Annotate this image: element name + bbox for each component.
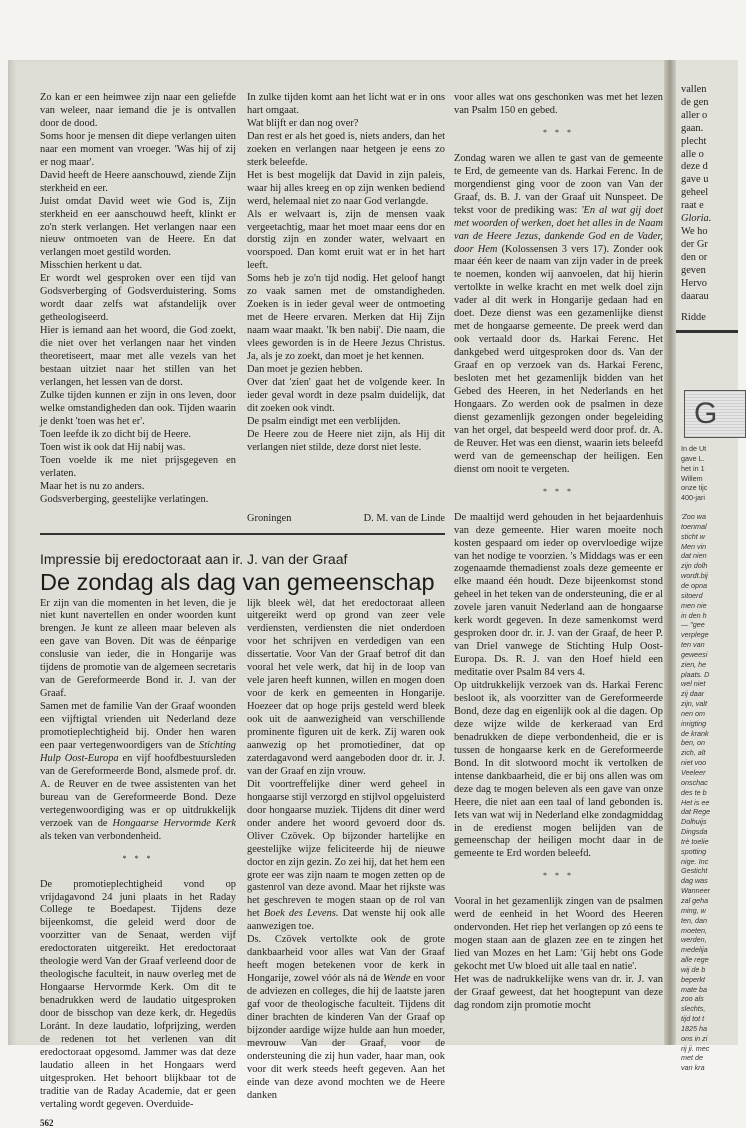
text-run: Dan rest er als het goed is, niets anders, dan het zoeken en verlangen naar hetgeen je eens zo sterk beleefde. [247,130,445,168]
paragraph [40,273,236,325]
paragraph [247,598,445,779]
article-column-3 [454,92,663,1013]
text-run: lijk bleek wèl, dat het eredoctoraat alleen uitgereikt werd op grond van zeer vele verdiensten, verdiensten die niet onderdoen voor het schrijven en verdedigen van een dissertatie. Voor Van der Graaf betrof dit dan vooral het vele werk, dat hij in de loop van vele jaren heeft kunnen, willen en mogen doen voor de kerk en gemeenten in Hongarije. Hoezeer dat op hoge prijs gesteld werd bleek ook uit de aanwezigheid van verschillende prominente figuren uit de kerk. Zij waren ook aanwezig op het promotiediner, dat op zaterdagavond werd aangeboden door dr. ir. J. van der Graaf en zijn vrouw. [247,597,445,777]
quote-line: nen om [681,708,705,718]
paragraph [247,416,445,429]
quote-line: de krank [681,728,709,738]
paragraph [40,494,236,507]
text-run: Op uitdrukkelijk verzoek van ds. Harkai Ferenc besloot ik, als voorzitter van de Gereformeerde Bond, deze dag en eigenlijk ook al die dagen. Op deze wijze wilde de kerkeraad van Erd benadrukken de diepe verbondenheid, die er is tussen de hongaarse kerk en de Gereformeerde Bond. In dit slotwoord mocht ik vertolken de intense dankbaarheid, die er bij ons allen was om deze dag te mogen beleven als een gave van onze Heere, die niet aan een taal of land gebonden is. Iets van wat wij in Nederland elke zondagmiddag in de eredienst mogen belijden van de gemeenschap der heiligen mocht daar in de gemeente te Erd worden beleefd. [454,680,663,860]
quote-line: spotting [681,846,707,856]
text-run: Dat wenste hij ook alle aanwezigen toe. [247,908,445,933]
paragraph [454,92,663,118]
quote-line: Gesticht [681,866,708,876]
quote-line: van kra [681,1063,705,1073]
text-line: geheel [681,187,709,199]
quote-line: sitoerd [681,590,703,600]
quote-line: ons in zi [681,1033,708,1043]
next-page-rule [676,330,738,333]
paragraph [40,701,236,843]
quote-line: met de [681,1053,703,1063]
text-line: het in 1 [681,463,705,473]
quote-line: beperkt [681,974,705,984]
quote-line: wij de b [681,964,706,974]
quote-line: verplege [681,630,709,640]
text-run: Toen leefde ik zo dicht bij de Heere. [40,428,192,440]
quote-line: tijd tot t [681,1014,705,1024]
text-line: gaan. [681,122,704,134]
article-kicker: Impressie bij eredoctoraat aan ir. J. van der Graaf [40,550,348,567]
quote-line: — "gee [681,620,705,630]
paragraph [454,896,663,974]
paragraph [40,429,236,442]
page-number: 562 [40,1117,54,1128]
text-run: De maaltijd werd gehouden in het bejaardenhuis van deze gemeente. Hier waren moeite noch kosten gespaard om ieder op overvloedige wijze van het nodige te voorzien. 's Middags was er een zogenaamde themadienst zoals deze gemeente er elke maand één houdt. Deze bijeenkomst stond geheel in het teken van de ondersteuning, die er al zovele jaren vanuit Nederland aan de hongaarse kerk wordt gegeven. In deze samenkomst werd gesproken door dr. ir. J. van der Graaf, de heer P. van Driel vanwege de Stichting Hulp Oost-Europa. Ds. R. J. van den Hoef hield een meditatie over Psalm 84 vers 4. [454,511,663,679]
quote-line: medelija [681,945,708,955]
text-line: In de Ut [681,444,707,453]
text-run: Wat blijft er dan nog over? [247,117,359,129]
text-line: geven [681,264,706,276]
text-run: De psalm eindigt met een verblijden. [247,415,401,427]
paragraph [247,377,445,416]
text-run: Het is best mogelijk dat David in zijn paleis, waar hij alles kreeg en op zijn wenken bediend werd, helemaal niet zo naar God verlangde. [247,169,445,207]
quote-line: zij daar [681,689,705,699]
quote-line: rij ji. mec [681,1043,710,1053]
text-run: Godsverberging, geestelijke verlatingen. [40,493,209,505]
italic-text-run: Stichting Hulp Oost-Europa [40,739,236,764]
quote-line: niet voo [681,758,707,768]
text-line: Willem [681,473,703,483]
text-run: Er zijn van die momenten in het leven, die je niet kunt navertellen en onder woorden kunt brengen. Je kunt ze alleen maar beleven als een gave van Boven. Dit was de éénparige conslusie van ieder, die in Hongarije was tijdens de promotie van de algemeen secretaris van de Gereformeerde Bond ir. J. van der Graaf. [40,597,236,700]
paragraph [454,153,663,477]
text-run: Het was de nadrukkelijke wens van dr. ir. J. van der Graaf geweest, dat het hoogtepunt van deze dag rondom zijn promotie mocht [454,974,663,1011]
next-page-graphic-box [684,390,746,438]
text-line: aller o [681,109,708,121]
quote-line: sticht w [681,531,705,541]
quote-line: nige. Inc [681,856,709,866]
quote-line: Dingsda [681,827,708,837]
quote-line: alle rege [681,955,709,965]
text-run: Maar het is nu zo anders. [40,480,145,492]
paragraph [247,209,445,274]
paragraph [247,118,445,131]
paragraph [454,680,663,861]
meditation-column-2 [247,92,445,455]
quote-line: trè toelie [681,836,709,846]
paragraph [40,390,236,429]
text-run: Toen wist ik ook dat Hij nabij was. [40,441,186,453]
quote-line: ten van [681,640,705,650]
text-run: als teken van verbondenheid. [40,830,162,842]
paragraph [247,779,445,934]
quote-line: zich, alt [681,748,706,758]
text-run: voor alles wat ons geschonken was met het lezen van Psalm 150 en gebed. [454,92,663,116]
left-columns-area [40,92,445,1128]
text-run: Zo kan er een heimwee zijn naar een geliefde van weleer, naar iemand die je is ontvallen door de dood. [40,92,236,129]
text-run: Vooral in het gezamenlijk zingen van de psalmen werd de eenheid in het Woord des Heeren ondervonden. Het riep het verlangen op zó eens te mogen staan aan de glazen zee en te zingen het lied van Mozes en het Lam: 'Gij hebt ons Gode gekocht met Uw bloed uit alle taal en natie'. [454,896,663,973]
text-line: der Gr [681,238,708,250]
paragraph [247,92,445,118]
quote-line: Dolhuijs [681,817,707,827]
quote-line: dat Rege [681,807,711,817]
quote-line: de opna [681,580,707,590]
quote-line: zijn, valt [681,699,707,709]
text-line: Hervo [681,277,707,289]
text-run: De promotieplechtigheid vond op vrijdagavond 24 juni plaats in het Raday College te Boedapest. Tijdens deze bijeenkomst, die geleid werd door de voorzitter van de Senaat, werden vijf eredoctoraten uitgereikt. Het eredoctoraat theologie werd Van der Graaf verleend door de theologische faculteit, in nauw overleg met de Hongaarse Hervormde Kerk. Om dit te benadrukken werd de laudatio uitgesproken door de bisschop van deze kerk, dr. Hegedüs Loránt. In deze laudatio, lofprijzing, werden de redenen tot het verlenen van dit eredoctoraat opgesomd. Jammer was dat deze laudatio alleen in het Hongaars werd uitgesproken. Het behoort blijkbaar tot de traditie van de Raday Academie, dat er geen vertaling wordt gegeven. Overduide- [40,878,236,1110]
quote-line: ming, w [681,905,706,915]
text-run: Soms hoor je mensen dit diepe verlangen uiten naar een moment van vroeger. 'Was hij of zij er nog maar'. [40,130,236,168]
quote-line: men nie [681,600,707,610]
text-run: Zondag waren we allen te gast van de gemeente te Erd, de gemeente van ds. Harkai Ferenc. In de morgendienst ging voor de zoon van Van der Graaf, ds. B. J. van der Graaf uit Nunspeet. De tekst voor de prediking was: [454,152,663,216]
quote-line: Men vin [681,541,707,551]
text-run: Dit voortreffelijke diner werd geheel in hongaarse stijl verzorgd en stijlvol opgeluisterd door hongaarse muziek. Tijdens dit diner werd onder andere het woord gevoerd door ds. Oliver Czövek. Op bijzonder hartelijke en geestelijke wijze feliciteerde hij de nieuwe doctor en zijn gezin. Zo zei hij, dat het hem een grote eer was zijn naam te mogen zetten op de gastenrol van deze avond. Maar het rijkste was het geschreven te mogen staan op de rol van het [247,778,445,920]
box-letter: G [694,397,718,430]
text-line: 400-jari [681,493,705,503]
page-gutter [664,60,676,1045]
section-separator: * * * [543,486,574,496]
article-column-2 [247,598,445,1103]
paragraph [40,879,236,1112]
text-line: daarau [681,290,709,302]
paragraph [454,974,663,1013]
quote-line: Veeleer [681,768,706,777]
section-separator: * * * [543,871,574,881]
next-page-text [681,84,711,325]
paragraph [40,325,236,390]
text-run: en vijf hoofdbestuursleden van de Gereformeerde Bond, alsmede prof. dr. A. de Reuver en de twee assistenten van het bureau van de Gereformeerde Bond. Deze vertegenwoordiging was er op uitdrukkelijk verzoek van de [40,752,236,829]
text-line: gave u [681,174,709,186]
text-run: Er wordt wel gesproken over een tijd van Godsverberging of Godsverduistering. Soms wordt daar zelfs wat afstandelijk over getheologiseerd. [40,273,236,324]
quote-line: in den h [681,610,707,620]
quote-line: des te b [681,787,707,797]
text-run: (Kolossensen 3 vers 17). Zonder ook maar één keer de naam van zijn vader in de preek te noemen, konden wij aanvoelen, dat hij hierin vertolkte in welke kracht en met welk doel zijn vader al dit werk in Hongarije gedaan had en doet. Deze dienst was een gezamenlijke dienst met de hongaarse gemeente. De preek werd dan ook vertaald door ds. Harkai Ferenc. Het dankgebed werd uitgesproken door ds. Van der Graaf en op verzoek van ds. Harkai Ferenc, besloten met het gezamenlijk bidden van het Gebed des Heeren, in het Nederlands en het Hongaars. Zo werden ook de psalmen in deze dienst gezamenlijk gezongen onder begeleiding van het orgel, dat bespeeld werd door prof. dr. A. de Reuver. Het was een dienst, waarin iets beleefd werd van de gemeenschap der heiligen. Een dienst om nooit te vergeten. [454,243,663,475]
paragraph [247,273,445,364]
quote-line: Het is ee [681,797,710,807]
quote-line: wel niet [681,679,706,689]
quote-line: Wanneer [681,886,711,896]
paragraph [40,92,236,131]
paragraph [247,131,445,170]
text-line: de gen [681,96,709,108]
text-run: Over dat 'zien' gaat het de volgende keer. In ieder geval wordt in deze psalm duidelijk, dat dit zoeken ook vindt. [247,376,445,414]
text-run: Toen voelde ik me niet prijsgegeven en verlaten. [40,454,236,479]
paragraph [40,598,236,702]
spacer [681,503,710,512]
text-line: plecht [681,135,707,147]
next-page-signature: Ridde [681,312,706,324]
quote-line: 'Zoo wa [681,512,706,522]
quote-line: zijn dolh [681,561,708,571]
text-run: Ds. Czövek vertolkte ook de grote dankbaarheid voor alles wat Van der Graaf heeft mogen betekenen voor de kerk in Hongarije, zowel vóór als ná de [247,934,445,985]
paragraph [40,260,236,273]
text-line: alle o [681,148,704,160]
text-run: Hier is iemand aan het woord, die God zoekt, die niet over het verlangen naar het vinden theoretiseert, maar met alle vezels van het bestaan uitziet naar het stillen van het verlangen, het lessen van de dorst. [40,325,236,388]
text-run: De Heere zou de Heere niet zijn, als Hij dit verlangen niet stilde, deze dorst niet leste. [247,428,445,453]
quote-line: werden, [681,935,707,945]
paragraph [247,170,445,209]
text-run: Juist omdat David weet wie God is, Zijn sterkheid en eer aanschouwd heeft, klinkt er zo'n sterk verlangen. Het verlangen naar een nieuw ontmoeten van de Heere. En dat verlangen moet gestild worden. [40,195,236,259]
section-divider [40,533,445,535]
meditation-signature [247,513,445,524]
quote-line: 1825 ha [681,1023,707,1033]
quote-line: toenmal [681,521,707,531]
italic-text-run: 'En al wat gij doet met woorden of werken, doet het alles in de Naam van de Heere Jezus, dankende God en de Vader, door Hem [454,204,663,255]
text-line: gave L. [681,453,705,463]
quote-line: geweesi [681,649,708,659]
next-page-sidebar-text [681,444,710,1073]
italic-text-run: Wende [383,973,411,985]
text-line: raat e [681,200,704,212]
paragraph [247,429,445,455]
quote-line: ten, dan [681,915,707,925]
text-line: onze tijc [681,483,708,493]
paragraph [247,364,445,377]
text-run: Dan moet je gezien hebben. [247,364,363,376]
meditation-columns [40,92,445,507]
text-line: Gloria. [681,213,712,225]
text-run: Soms heb je zo'n tijd nodig. Het geloof hangt zo vaak samen met de omstandigheden. Zoeken is in ieder geval weer de ontmoeting met de Heere ervaren. Merken dat Hij Zijn naam waar maakt. 'Ik ben nabij'. Die naam, die vlees geworden is in de Heere Jezus Christus. Ja, als je zo zoekt, dan moet je het kennen. [247,273,445,363]
quote-line: zal geha [681,895,709,905]
text-run: David heeft de Heere aanschouwd, ziende Zijn sterkheid en eer. [40,169,236,194]
text-run: Als er welvaart is, zijn de mensen vaak vergeetachtig, maar het moet maar eens dor en dorstig zijn en zonder water, welvaart en voorspoed. Dan komt eruit wat er in het hart leeft. [247,208,445,272]
text-run: In zulke tijden komt aan het licht wat er in ons hart omgaat. [247,92,445,116]
text-run: Zulke tijden kunnen er zijn in ons leven, door welke omstandigheden dan ook. Tijden waarin je denkt 'toen was het er'. [40,389,236,427]
next-page-strip [676,60,738,1073]
text-line: deze d [681,161,708,173]
paragraph [247,934,445,1102]
quote-line: plaats. D [681,669,710,679]
text-run: Samen met de familie Van der Graaf woonden een vijftigtal vrienden uit Nederland deze promotieplechtigheid bij. Onder hen waren een paar vertegenwoordigers van de [40,701,236,751]
paragraph [40,131,236,170]
article-column-1 [40,598,236,1112]
quote-line: wordt.bij [681,571,708,581]
section-separator: * * * [543,127,574,137]
article-headline: De zondag als dag van gemeenschap [40,568,435,595]
text-line: den or [681,251,708,263]
signature-author: D. M. van de Linde [363,512,445,524]
quote-line: zien, he [681,659,707,669]
quote-line: zoo als [681,994,704,1004]
paragraph [40,442,236,455]
text-line: vallen [681,84,707,95]
quote-line: mate ba [681,984,707,994]
quote-line: moeten, [681,925,707,935]
italic-text-run: Boek des Levens. [263,908,339,920]
paragraph [40,455,236,481]
text-line: We ho [681,225,708,237]
article-columns [40,598,445,1112]
quote-line: onschac [681,777,708,787]
paragraph [40,481,236,494]
text-run: en voor de adviezen en colleges, die hij de laatste jaren gaf voor de theologische faculteit. Tijdens dit diner brachten de kinderen Van der Graaf op bijzonder aardige wijze hulde aan hun moeder, mevrouw Van der Graaf, voor de ondersteuning die zij hun vader, haar man, ook voor dit werk steeds heeft gegeven. Aan het einde van deze avond mochten we de Heere danken [247,973,445,1101]
italic-text-run: Hongaarse Hervormde Kerk [112,817,236,829]
text-run: Misschien herkent u dat. [40,260,143,272]
paragraph [40,196,236,261]
quote-line: slechts, [681,1004,706,1014]
signature-place: Groningen [247,512,292,524]
paragraph [40,170,236,196]
paragraph [454,512,663,680]
section-separator: * * * [122,853,154,863]
meditation-column-1 [40,92,236,507]
quote-line: dag was [681,876,708,886]
quote-line: inrigting [681,718,707,728]
quote-line: ben, on [681,738,705,748]
quote-line: dat nien [681,551,707,561]
